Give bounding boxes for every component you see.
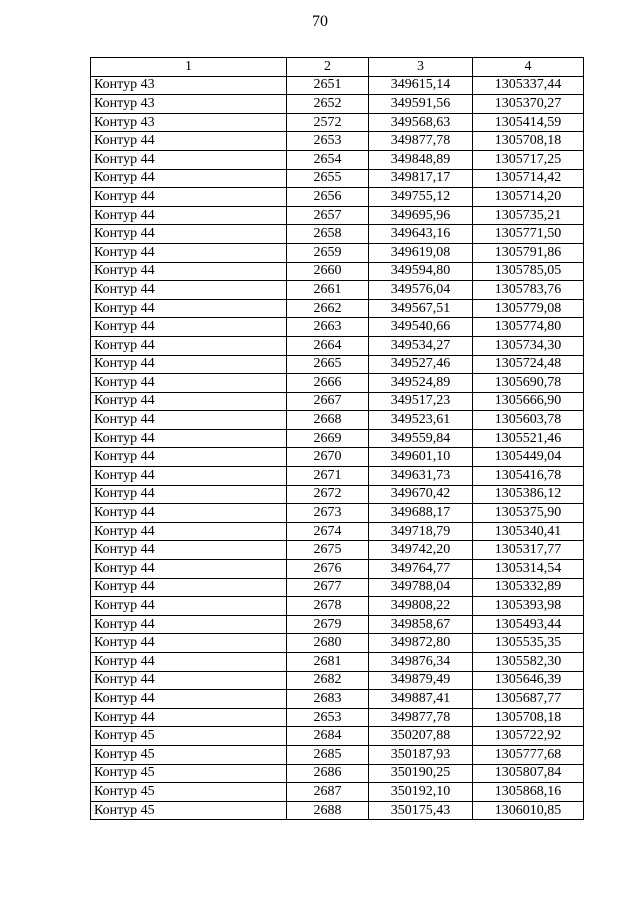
table-row bbox=[91, 150, 584, 169]
table-row bbox=[91, 522, 584, 541]
table-row bbox=[91, 801, 584, 820]
x-coordinate-cell: 349755,12 bbox=[369, 188, 473, 207]
x-coordinate-cell: 349619,08 bbox=[369, 243, 473, 262]
contour-name-cell: Контур 45 bbox=[91, 783, 287, 802]
y-coordinate-cell: 1305807,84 bbox=[473, 764, 584, 783]
point-number-cell: 2674 bbox=[287, 522, 369, 541]
table-row bbox=[91, 299, 584, 318]
column-header-2: 2 bbox=[287, 58, 369, 77]
contour-name-cell: Контур 44 bbox=[91, 374, 287, 393]
table-row bbox=[91, 597, 584, 616]
column-header-3: 3 bbox=[369, 58, 473, 77]
contour-name-cell: Контур 44 bbox=[91, 429, 287, 448]
contour-name-cell: Контур 44 bbox=[91, 411, 287, 430]
table-row bbox=[91, 485, 584, 504]
table-row bbox=[91, 708, 584, 727]
y-coordinate-cell: 1305774,80 bbox=[473, 318, 584, 337]
point-number-cell: 2676 bbox=[287, 560, 369, 579]
contour-name-cell: Контур 44 bbox=[91, 634, 287, 653]
table-row bbox=[91, 745, 584, 764]
table-row bbox=[91, 336, 584, 355]
x-coordinate-cell: 349559,84 bbox=[369, 429, 473, 448]
point-number-cell: 2656 bbox=[287, 188, 369, 207]
y-coordinate-cell: 1306010,85 bbox=[473, 801, 584, 820]
x-coordinate-cell: 349872,80 bbox=[369, 634, 473, 653]
table-row bbox=[91, 262, 584, 281]
contour-name-cell: Контур 43 bbox=[91, 95, 287, 114]
contour-name-cell: Контур 44 bbox=[91, 671, 287, 690]
y-coordinate-cell: 1305314,54 bbox=[473, 560, 584, 579]
contour-name-cell: Контур 44 bbox=[91, 485, 287, 504]
point-number-cell: 2673 bbox=[287, 504, 369, 523]
point-number-cell: 2687 bbox=[287, 783, 369, 802]
table-row bbox=[91, 783, 584, 802]
table-row bbox=[91, 653, 584, 672]
point-number-cell: 2681 bbox=[287, 653, 369, 672]
point-number-cell: 2668 bbox=[287, 411, 369, 430]
contour-name-cell: Контур 44 bbox=[91, 243, 287, 262]
contour-name-cell: Контур 44 bbox=[91, 522, 287, 541]
y-coordinate-cell: 1305646,39 bbox=[473, 671, 584, 690]
point-number-cell: 2663 bbox=[287, 318, 369, 337]
table-row bbox=[91, 355, 584, 374]
y-coordinate-cell: 1305375,90 bbox=[473, 504, 584, 523]
x-coordinate-cell: 349534,27 bbox=[369, 336, 473, 355]
table-row bbox=[91, 281, 584, 300]
point-number-cell: 2662 bbox=[287, 299, 369, 318]
contour-name-cell: Контур 44 bbox=[91, 150, 287, 169]
x-coordinate-cell: 349688,17 bbox=[369, 504, 473, 523]
point-number-cell: 2686 bbox=[287, 764, 369, 783]
contour-name-cell: Контур 44 bbox=[91, 299, 287, 318]
y-coordinate-cell: 1305708,18 bbox=[473, 708, 584, 727]
table-row bbox=[91, 392, 584, 411]
x-coordinate-cell: 349879,49 bbox=[369, 671, 473, 690]
y-coordinate-cell: 1305337,44 bbox=[473, 76, 584, 95]
x-coordinate-cell: 349877,78 bbox=[369, 708, 473, 727]
contour-name-cell: Контур 44 bbox=[91, 318, 287, 337]
x-coordinate-cell: 349643,16 bbox=[369, 225, 473, 244]
y-coordinate-cell: 1305370,27 bbox=[473, 95, 584, 114]
point-number-cell: 2651 bbox=[287, 76, 369, 95]
table-row bbox=[91, 318, 584, 337]
y-coordinate-cell: 1305722,92 bbox=[473, 727, 584, 746]
y-coordinate-cell: 1305332,89 bbox=[473, 578, 584, 597]
y-coordinate-cell: 1305771,50 bbox=[473, 225, 584, 244]
table-row bbox=[91, 504, 584, 523]
contour-name-cell: Контур 44 bbox=[91, 578, 287, 597]
y-coordinate-cell: 1305603,78 bbox=[473, 411, 584, 430]
contour-name-cell: Контур 44 bbox=[91, 560, 287, 579]
point-number-cell: 2653 bbox=[287, 708, 369, 727]
x-coordinate-cell: 349788,04 bbox=[369, 578, 473, 597]
point-number-cell: 2677 bbox=[287, 578, 369, 597]
x-coordinate-cell: 349876,34 bbox=[369, 653, 473, 672]
y-coordinate-cell: 1305414,59 bbox=[473, 113, 584, 132]
point-number-cell: 2669 bbox=[287, 429, 369, 448]
column-header-1: 1 bbox=[91, 58, 287, 77]
x-coordinate-cell: 349808,22 bbox=[369, 597, 473, 616]
point-number-cell: 2660 bbox=[287, 262, 369, 281]
x-coordinate-cell: 349718,79 bbox=[369, 522, 473, 541]
point-number-cell: 2655 bbox=[287, 169, 369, 188]
contour-name-cell: Контур 44 bbox=[91, 708, 287, 727]
y-coordinate-cell: 1305785,05 bbox=[473, 262, 584, 281]
contour-name-cell: Контур 44 bbox=[91, 262, 287, 281]
point-number-cell: 2670 bbox=[287, 448, 369, 467]
table-row bbox=[91, 615, 584, 634]
x-coordinate-cell: 349567,51 bbox=[369, 299, 473, 318]
contour-name-cell: Контур 45 bbox=[91, 764, 287, 783]
table-row bbox=[91, 411, 584, 430]
point-number-cell: 2683 bbox=[287, 690, 369, 709]
table-row bbox=[91, 113, 584, 132]
point-number-cell: 2667 bbox=[287, 392, 369, 411]
table-row bbox=[91, 727, 584, 746]
table-row bbox=[91, 671, 584, 690]
point-number-cell: 2664 bbox=[287, 336, 369, 355]
point-number-cell: 2675 bbox=[287, 541, 369, 560]
contour-name-cell: Контур 43 bbox=[91, 76, 287, 95]
point-number-cell: 2657 bbox=[287, 206, 369, 225]
contour-name-cell: Контур 44 bbox=[91, 132, 287, 151]
x-coordinate-cell: 349523,61 bbox=[369, 411, 473, 430]
point-number-cell: 2684 bbox=[287, 727, 369, 746]
table-row bbox=[91, 578, 584, 597]
y-coordinate-cell: 1305708,18 bbox=[473, 132, 584, 151]
contour-name-cell: Контур 44 bbox=[91, 225, 287, 244]
y-coordinate-cell: 1305666,90 bbox=[473, 392, 584, 411]
x-coordinate-cell: 349568,63 bbox=[369, 113, 473, 132]
point-number-cell: 2666 bbox=[287, 374, 369, 393]
point-number-cell: 2665 bbox=[287, 355, 369, 374]
point-number-cell: 2654 bbox=[287, 150, 369, 169]
x-coordinate-cell: 350207,88 bbox=[369, 727, 473, 746]
contour-name-cell: Контур 45 bbox=[91, 727, 287, 746]
x-coordinate-cell: 349887,41 bbox=[369, 690, 473, 709]
y-coordinate-cell: 1305735,21 bbox=[473, 206, 584, 225]
contour-name-cell: Контур 44 bbox=[91, 336, 287, 355]
x-coordinate-cell: 349764,77 bbox=[369, 560, 473, 579]
table-row bbox=[91, 764, 584, 783]
point-number-cell: 2652 bbox=[287, 95, 369, 114]
x-coordinate-cell: 350187,93 bbox=[369, 745, 473, 764]
y-coordinate-cell: 1305868,16 bbox=[473, 783, 584, 802]
y-coordinate-cell: 1305449,04 bbox=[473, 448, 584, 467]
x-coordinate-cell: 349601,10 bbox=[369, 448, 473, 467]
page-number: 70 bbox=[312, 13, 328, 30]
table-row bbox=[91, 225, 584, 244]
table-row bbox=[91, 634, 584, 653]
table-row bbox=[91, 243, 584, 262]
y-coordinate-cell: 1305734,30 bbox=[473, 336, 584, 355]
table-row bbox=[91, 429, 584, 448]
y-coordinate-cell: 1305493,44 bbox=[473, 615, 584, 634]
x-coordinate-cell: 349695,96 bbox=[369, 206, 473, 225]
table-row bbox=[91, 188, 584, 207]
point-number-cell: 2661 bbox=[287, 281, 369, 300]
table-row bbox=[91, 467, 584, 486]
contour-name-cell: Контур 45 bbox=[91, 745, 287, 764]
y-coordinate-cell: 1305317,77 bbox=[473, 541, 584, 560]
x-coordinate-cell: 349576,04 bbox=[369, 281, 473, 300]
y-coordinate-cell: 1305714,20 bbox=[473, 188, 584, 207]
contour-name-cell: Контур 44 bbox=[91, 597, 287, 616]
point-number-cell: 2679 bbox=[287, 615, 369, 634]
x-coordinate-cell: 349742,20 bbox=[369, 541, 473, 560]
contour-name-cell: Контур 44 bbox=[91, 467, 287, 486]
y-coordinate-cell: 1305393,98 bbox=[473, 597, 584, 616]
y-coordinate-cell: 1305535,35 bbox=[473, 634, 584, 653]
point-number-cell: 2678 bbox=[287, 597, 369, 616]
table-row bbox=[91, 448, 584, 467]
contour-name-cell: Контур 43 bbox=[91, 113, 287, 132]
x-coordinate-cell: 349527,46 bbox=[369, 355, 473, 374]
contour-name-cell: Контур 44 bbox=[91, 169, 287, 188]
table-body bbox=[91, 76, 584, 820]
x-coordinate-cell: 350190,25 bbox=[369, 764, 473, 783]
y-coordinate-cell: 1305714,42 bbox=[473, 169, 584, 188]
y-coordinate-cell: 1305690,78 bbox=[473, 374, 584, 393]
contour-name-cell: Контур 44 bbox=[91, 392, 287, 411]
contour-name-cell: Контур 44 bbox=[91, 281, 287, 300]
contour-name-cell: Контур 44 bbox=[91, 206, 287, 225]
table-header-row bbox=[91, 58, 584, 77]
table-row bbox=[91, 169, 584, 188]
point-number-cell: 2685 bbox=[287, 745, 369, 764]
y-coordinate-cell: 1305582,30 bbox=[473, 653, 584, 672]
contour-name-cell: Контур 44 bbox=[91, 615, 287, 634]
point-number-cell: 2682 bbox=[287, 671, 369, 690]
contour-name-cell: Контур 44 bbox=[91, 653, 287, 672]
point-number-cell: 2653 bbox=[287, 132, 369, 151]
point-number-cell: 2680 bbox=[287, 634, 369, 653]
point-number-cell: 2688 bbox=[287, 801, 369, 820]
y-coordinate-cell: 1305724,48 bbox=[473, 355, 584, 374]
point-number-cell: 2671 bbox=[287, 467, 369, 486]
contour-name-cell: Контур 44 bbox=[91, 504, 287, 523]
x-coordinate-cell: 349858,67 bbox=[369, 615, 473, 634]
table-row bbox=[91, 206, 584, 225]
x-coordinate-cell: 349591,56 bbox=[369, 95, 473, 114]
y-coordinate-cell: 1305416,78 bbox=[473, 467, 584, 486]
table-row bbox=[91, 541, 584, 560]
contour-name-cell: Контур 44 bbox=[91, 541, 287, 560]
x-coordinate-cell: 349877,78 bbox=[369, 132, 473, 151]
table-row bbox=[91, 95, 584, 114]
contour-name-cell: Контур 44 bbox=[91, 188, 287, 207]
x-coordinate-cell: 349517,23 bbox=[369, 392, 473, 411]
column-header-4: 4 bbox=[473, 58, 584, 77]
contour-name-cell: Контур 44 bbox=[91, 690, 287, 709]
x-coordinate-cell: 349594,80 bbox=[369, 262, 473, 281]
y-coordinate-cell: 1305340,41 bbox=[473, 522, 584, 541]
y-coordinate-cell: 1305687,77 bbox=[473, 690, 584, 709]
x-coordinate-cell: 349817,17 bbox=[369, 169, 473, 188]
point-number-cell: 2659 bbox=[287, 243, 369, 262]
coordinates-table bbox=[90, 57, 584, 820]
y-coordinate-cell: 1305386,12 bbox=[473, 485, 584, 504]
point-number-cell: 2572 bbox=[287, 113, 369, 132]
x-coordinate-cell: 349848,89 bbox=[369, 150, 473, 169]
x-coordinate-cell: 350192,10 bbox=[369, 783, 473, 802]
y-coordinate-cell: 1305791,86 bbox=[473, 243, 584, 262]
y-coordinate-cell: 1305521,46 bbox=[473, 429, 584, 448]
table-row bbox=[91, 560, 584, 579]
x-coordinate-cell: 349540,66 bbox=[369, 318, 473, 337]
x-coordinate-cell: 350175,43 bbox=[369, 801, 473, 820]
table-row bbox=[91, 690, 584, 709]
x-coordinate-cell: 349670,42 bbox=[369, 485, 473, 504]
x-coordinate-cell: 349631,73 bbox=[369, 467, 473, 486]
table-row bbox=[91, 76, 584, 95]
contour-name-cell: Контур 45 bbox=[91, 801, 287, 820]
y-coordinate-cell: 1305779,08 bbox=[473, 299, 584, 318]
x-coordinate-cell: 349524,89 bbox=[369, 374, 473, 393]
contour-name-cell: Контур 44 bbox=[91, 355, 287, 374]
point-number-cell: 2658 bbox=[287, 225, 369, 244]
y-coordinate-cell: 1305777,68 bbox=[473, 745, 584, 764]
table-row bbox=[91, 374, 584, 393]
y-coordinate-cell: 1305783,76 bbox=[473, 281, 584, 300]
table-row bbox=[91, 132, 584, 151]
contour-name-cell: Контур 44 bbox=[91, 448, 287, 467]
y-coordinate-cell: 1305717,25 bbox=[473, 150, 584, 169]
x-coordinate-cell: 349615,14 bbox=[369, 76, 473, 95]
point-number-cell: 2672 bbox=[287, 485, 369, 504]
